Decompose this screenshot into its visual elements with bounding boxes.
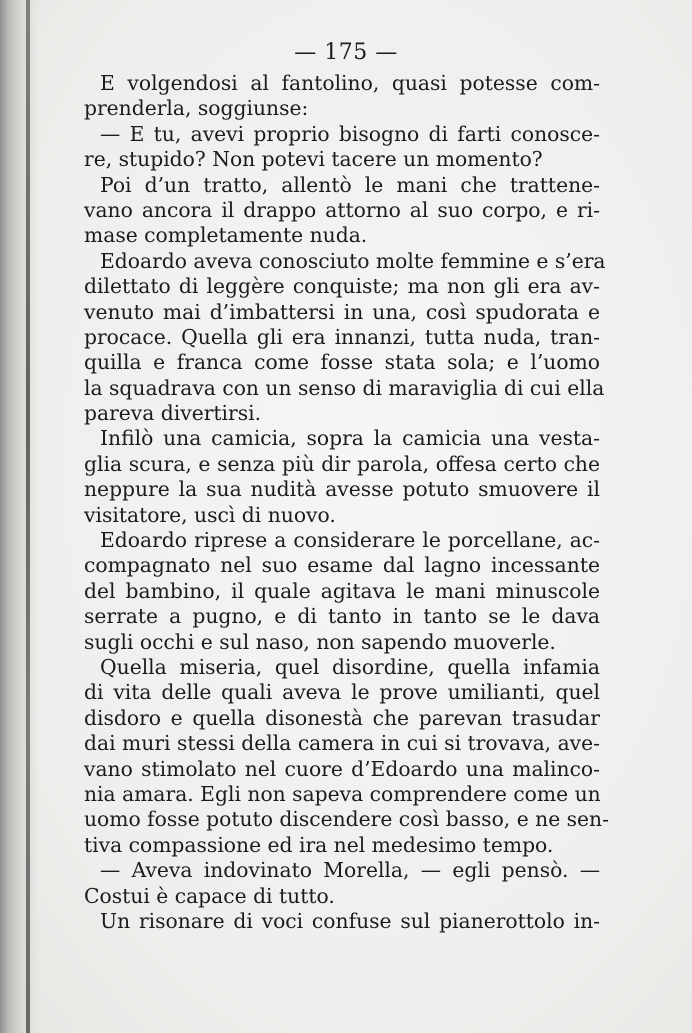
text-line: re, stupido? Non potevi tacere un momento?: [84, 147, 543, 172]
body-text: [84, 71, 609, 934]
text-line: neppure la sua nudità avesse potuto smuovere il: [84, 477, 600, 502]
page-number: — 175 —: [294, 40, 398, 65]
text-line: pareva divertirsi.: [84, 401, 262, 426]
text-line: venuto mai d’imbattersi in una, così spudorata e: [84, 299, 600, 324]
text-line: del bambino, il quale agitava le mani minuscole: [84, 578, 600, 603]
text-line: compagnato nel suo esame dal lagno incessante: [84, 553, 600, 578]
text-line: Edoardo riprese a considerare le porcellane, ac-: [100, 528, 600, 553]
text-line: glia scura, e senza più dir parola, offesa certo che: [84, 451, 600, 476]
text-line: di vita delle quali aveva le prove umilianti, quel: [84, 680, 600, 705]
text-line: — E tu, avevi proprio bisogno di farti conosce-: [100, 121, 600, 146]
text-line: quilla e franca come fosse stata sola; e l’uomo: [84, 350, 600, 375]
page-binding-shadow: [0, 0, 40, 1033]
text-line: tiva compassione ed ira nel medesimo tempo.: [84, 832, 554, 857]
text-line: visitatore, uscì di nuovo.: [84, 502, 336, 527]
text-line: E volgendosi al fantolino, quasi potesse com-: [100, 71, 600, 95]
text-line: Costui è capace di tutto.: [84, 883, 335, 908]
text-line: vano stimolato nel cuore d’Edoardo una malinco-: [84, 756, 600, 781]
text-line: — Aveva indovinato Morella, — egli pensò. —: [100, 858, 600, 883]
text-line: dilettato di leggère conquiste; ma non gli era av-: [84, 274, 600, 299]
text-line: uomo fosse potuto discendere così basso, e ne sen-: [84, 807, 609, 832]
text-line: prenderla, soggiunse:: [84, 96, 309, 121]
text-line: procace. Quella gli era innanzi, tutta nuda, tran-: [84, 324, 600, 349]
text-line: Infilò una camicia, sopra la camicia una vesta-: [100, 426, 600, 451]
binding-edge: [26, 0, 30, 1033]
text-line: Edoardo aveva conosciuto molte femmine e s’era: [100, 248, 606, 273]
text-line: Poi d’un tratto, allentò le mani che trattene-: [100, 172, 600, 197]
text-line: nia amara. Egli non sapeva comprendere come un: [84, 781, 601, 806]
text-line: mase completamente nuda.: [84, 223, 368, 248]
text-line: dai muri stessi della camera in cui si trovava, ave-: [84, 731, 600, 756]
text-line: sugli occhi e sul naso, non sapendo muoverle.: [84, 629, 556, 654]
text-line: Quella miseria, quel disordine, quella infamia: [100, 654, 600, 679]
text-line: la squadrava con un senso di maraviglia di cui ella: [84, 375, 605, 400]
text-line: disdoro e quella disonestà che parevan trasudar: [84, 705, 600, 730]
text-line: vano ancora il drappo attorno al suo corpo, e ri-: [84, 197, 600, 222]
text-line: Un risonare di voci confuse sul pianerottolo in-: [100, 908, 600, 933]
text-line: serrate a pugno, e di tanto in tanto se le dava: [84, 604, 600, 629]
